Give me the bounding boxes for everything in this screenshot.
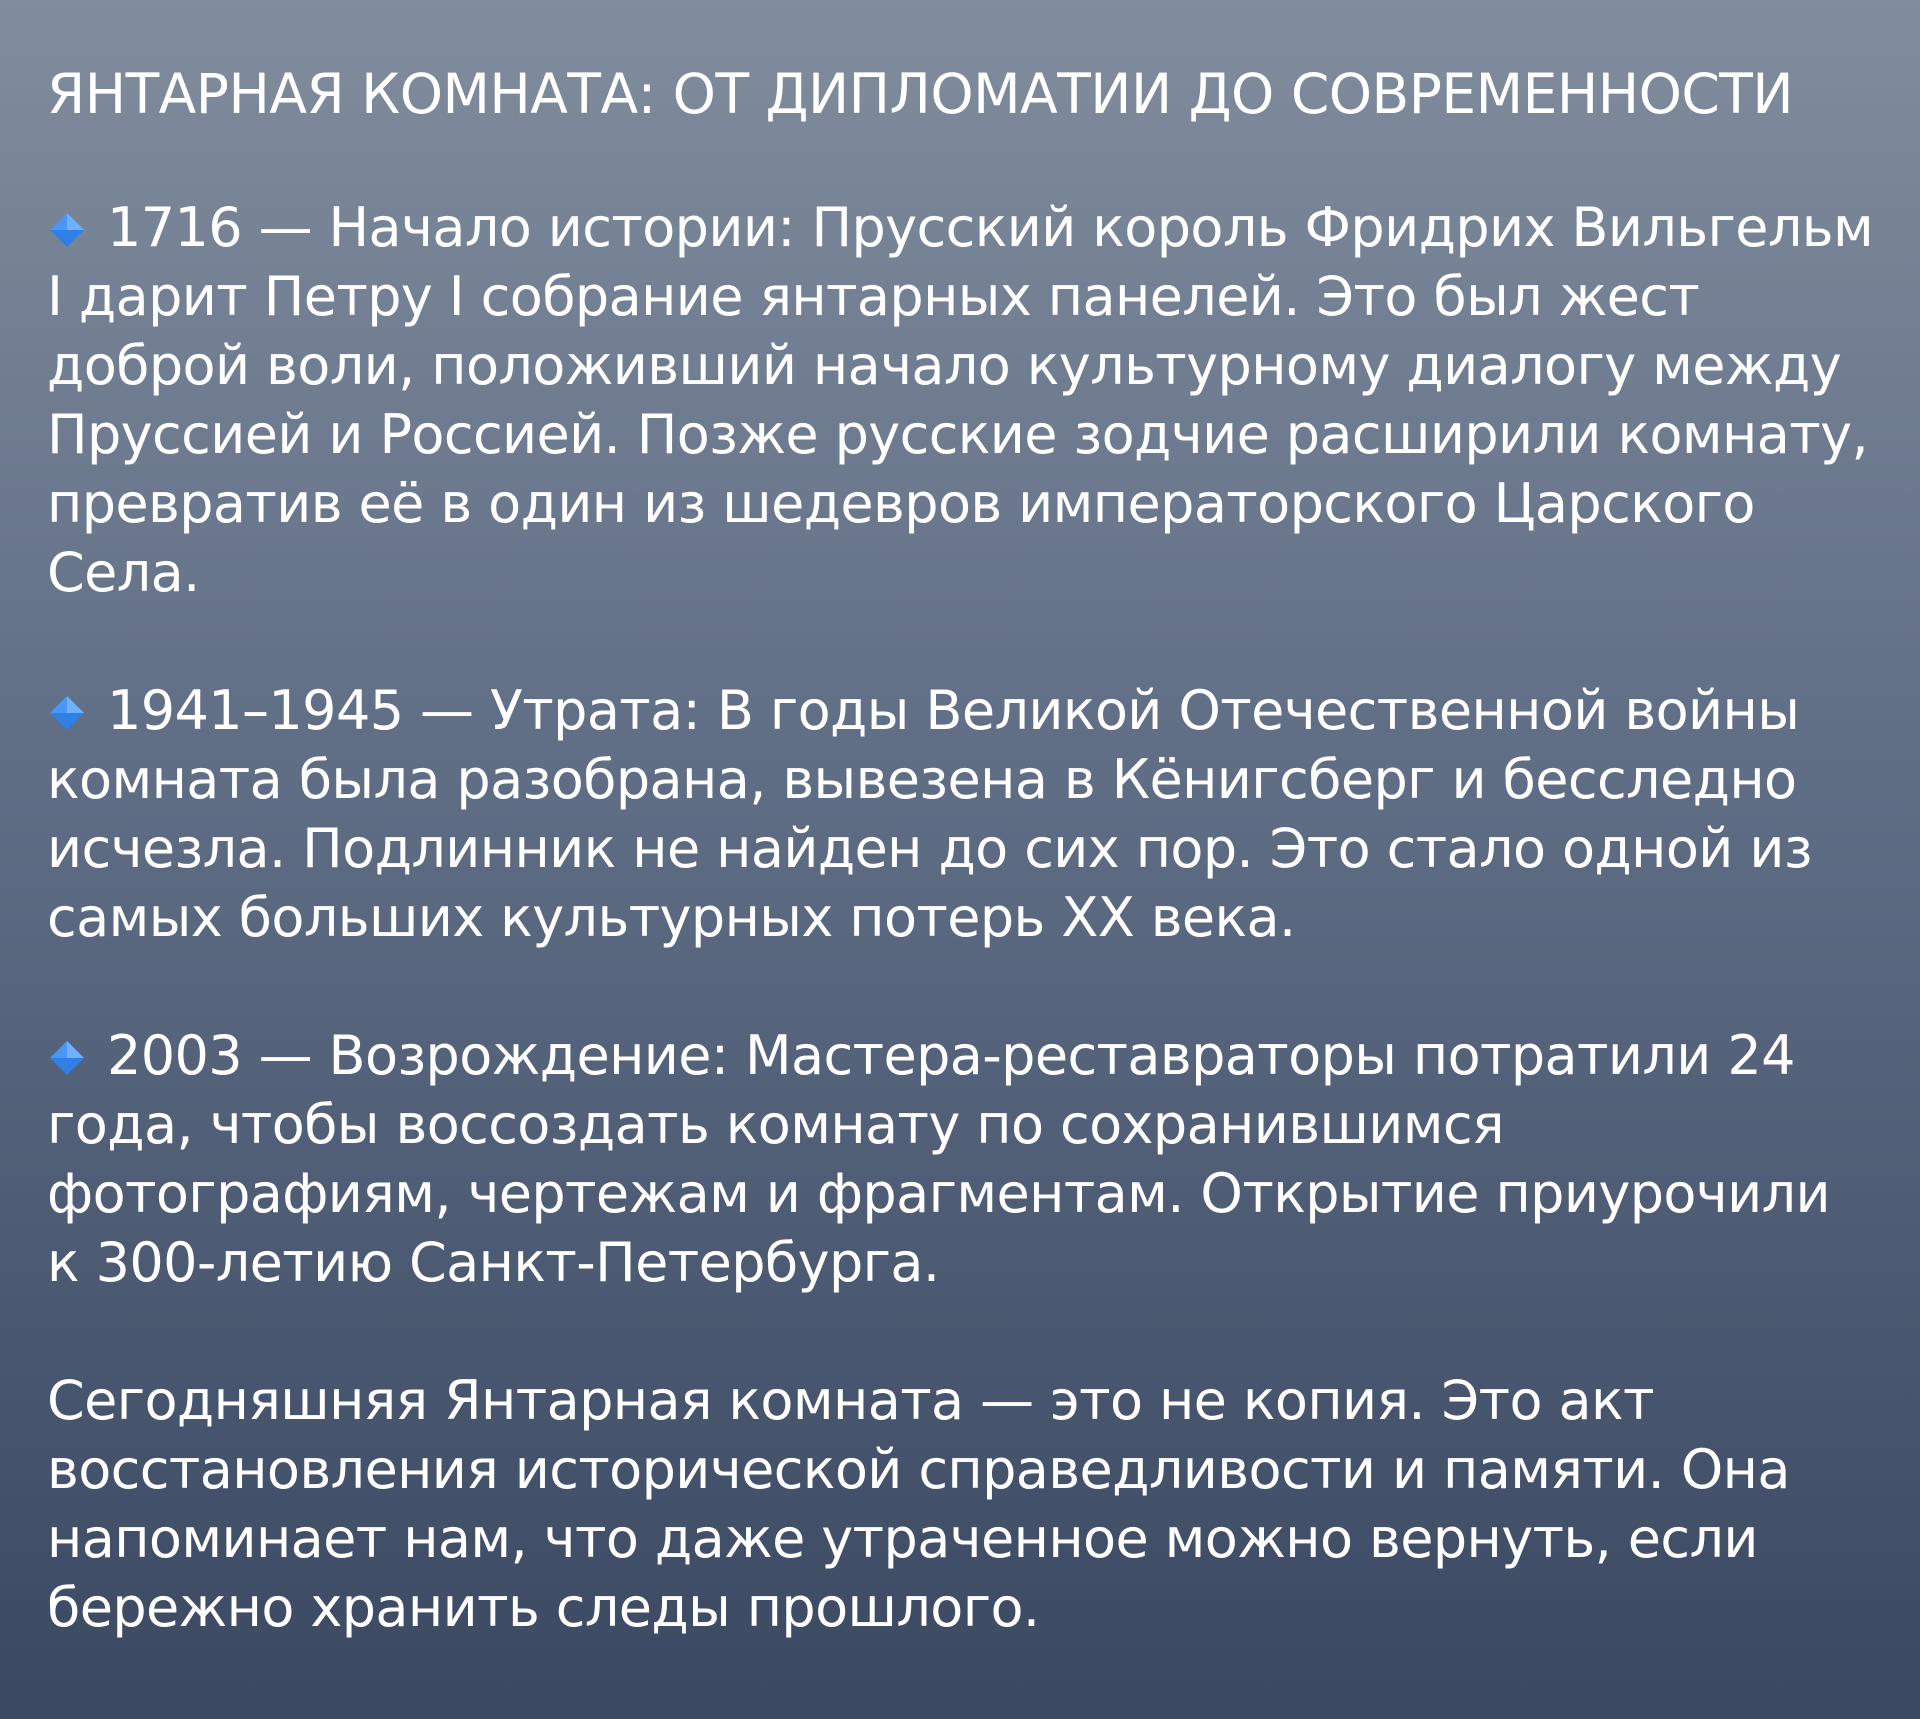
section-text: 2003 — Возрождение: Мастера-реставраторы потратили 24 года, чтобы воссоздать комнату по сохранившимся фотографиям, чертежам и фрагментам. Открытие приурочили к 300-летию Санкт-Петербурга. [47,1024,1831,1294]
section-1716 [47,193,1874,607]
section-text: 1941–1945 — Утрата: В годы Великой Отечественной войны комната была разобрана, вывезена в Кёнигсберг и бесследно исчезла. Подлинник не найден до сих пор. Это стало одной из самых больших культурных потерь XX века. [47,679,1812,949]
section-text: 1716 — Начало истории: Прусский король Фридрих Вильгельм I дарит Петру I собрание янтарных панелей. Это был жест доброй воли, положивший начало культурному диалогу между Пруссией и Россией. Позже русские зодчие расширили комнату, превратив её в один из шедевров императорского Царского Села. [47,196,1874,604]
section-2003 [47,1021,1874,1297]
small-blue-diamond-icon [47,210,87,250]
section-1941-1945 [47,676,1874,952]
small-blue-diamond-icon [47,693,87,733]
conclusion-paragraph: Сегодняшняя Янтарная комната — это не копия. Это акт восстановления исторической справедливости и памяти. Она напоминает нам, что даже утраченное можно вернуть, если бережно хранить следы прошлого. [47,1369,1790,1639]
page-title: ЯНТАРНАЯ КОМНАТА: ОТ ДИПЛОМАТИИ ДО СОВРЕМЕННОСТИ [47,62,1794,126]
small-blue-diamond-icon [47,1038,87,1078]
